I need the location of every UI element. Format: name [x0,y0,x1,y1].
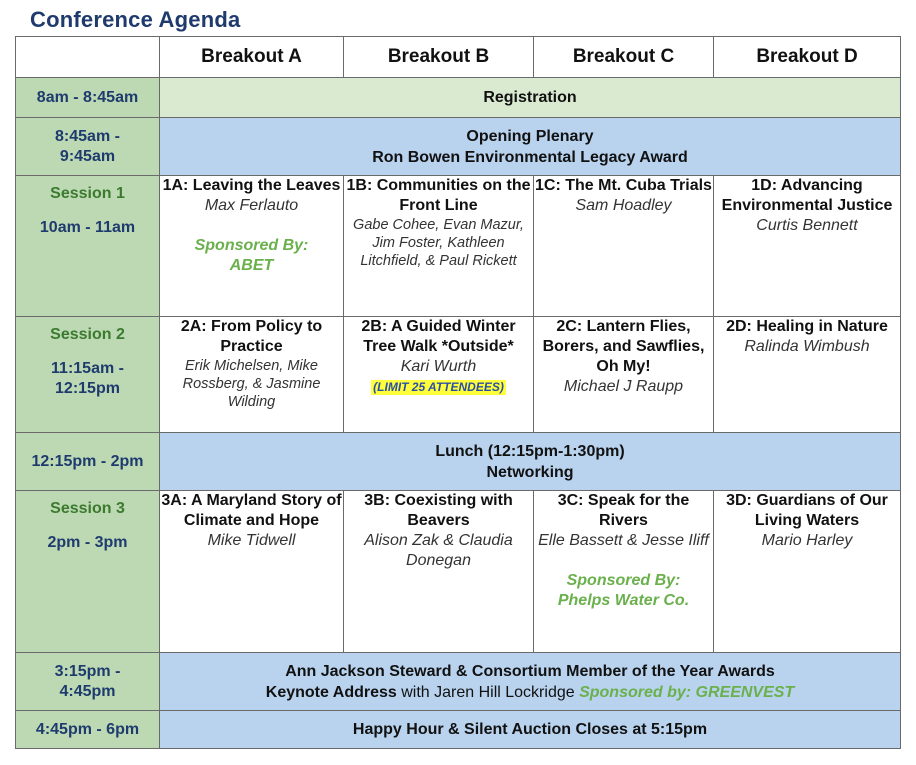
plenary-time-start: 8:45am - [55,127,120,145]
plenary-cell [160,118,901,176]
plenary-time-end: 9:45am [59,147,116,165]
session-title: 3B: Coexisting with Beavers [364,492,513,529]
sponsor-name: ABET [229,257,274,274]
awards-row [16,653,901,711]
registration-row [16,78,901,118]
registration-label: Registration [160,78,901,118]
session3-label: Session 3 [50,500,125,517]
session1-label: Session 1 [50,185,125,202]
lunch-cell [160,433,901,491]
session2-time [16,317,160,433]
happy-hour-label: Happy Hour & Silent Auction Closes at 5:15pm [160,711,901,749]
session-title: 2D: Healing in Nature [726,318,888,335]
session-title: 3D: Guardians of Our Living Waters [726,492,888,529]
session-2c [534,317,714,433]
speaker: Gabe Cohee, Evan Mazur, Jim Foster, Kathleen Litchfield, & Paul Rickett [353,217,524,269]
agenda-table [15,36,901,749]
session-1d [714,176,901,317]
session-3d [714,491,901,653]
awards-cell [160,653,901,711]
happy-hour-row [16,711,901,749]
registration-time: 8am - 8:45am [16,78,160,118]
plenary-row [16,118,901,176]
session-title: 1A: Leaving the Leaves [162,177,341,194]
header-row [16,37,901,78]
session-2b [344,317,534,433]
sponsor-label: Sponsored By: [566,572,681,589]
plenary-title: Opening Plenary [466,127,594,145]
session3-time-range: 2pm - 3pm [47,534,128,551]
session-2d [714,317,901,433]
session-2a [160,317,344,433]
session-title: 2A: From Policy to Practice [180,318,323,355]
attendee-limit-badge: (LIMIT 25 ATTENDEES) [373,380,504,394]
lunch-time: 12:15pm - 2pm [16,433,160,491]
awards-title: Ann Jackson Steward & Consortium Member of the Year Awards [285,662,775,680]
header-breakout-a: Breakout A [160,37,344,78]
sponsor [160,236,343,276]
session-title: 3C: Speak for the Rivers [557,492,690,529]
keynote-speaker: with Jaren Hill Lockridge [396,683,580,701]
awards-time-end: 4:45pm [59,682,116,700]
sponsor-name: Phelps Water Co. [557,592,690,609]
speaker: Kari Wurth [400,358,477,375]
session3-row [16,491,901,653]
session-3c [534,491,714,653]
speaker: Alison Zak & Claudia Donegan [364,532,513,569]
sponsor-label: Sponsored By: [194,237,309,254]
plenary-time [16,118,160,176]
page-title: Conference Agenda [30,7,241,32]
speaker: Michael J Raupp [563,378,684,395]
corner-cell [16,37,160,78]
speaker: Erik Michelsen, Mike Rossberg, & Jasmine Wilding [182,358,321,410]
plenary-award: Ron Bowen Environmental Legacy Award [372,148,688,166]
session2-time-end: 12:15pm [55,380,120,397]
lunch-title: Lunch (12:15pm-1:30pm) [435,442,625,460]
session2-label: Session 2 [50,326,125,343]
session-title: 2C: Lantern Flies, Borers, and Sawflies, Oh My! [542,318,705,375]
speaker: Max Ferlauto [204,197,299,214]
session-3a [160,491,344,653]
awards-time [16,653,160,711]
session2-time-start: 11:15am - [51,360,124,377]
session-3b [344,491,534,653]
speaker: Mike Tidwell [207,532,296,549]
session-title: 1C: The Mt. Cuba Trials [535,177,712,194]
session-1b [344,176,534,317]
speaker: Curtis Bennett [756,217,858,234]
header-breakout-d: Breakout D [714,37,901,78]
keynote-sponsor: Sponsored by: GREENVEST [579,683,795,701]
happy-hour-time: 4:45pm - 6pm [16,711,160,749]
session1-time [16,176,160,317]
session3-time [16,491,160,653]
networking-label: Networking [486,463,574,481]
sponsor [534,571,713,611]
speaker: Elle Bassett & Jesse Iliff [538,532,709,549]
session-title: 1D: Advancing Environmental Justice [721,177,893,214]
session-1a [160,176,344,317]
session2-row [16,317,901,433]
keynote-label: Keynote Address [265,683,397,701]
speaker: Sam Hoadley [575,197,672,214]
header-breakout-c: Breakout C [534,37,714,78]
speaker: Mario Harley [761,532,853,549]
session1-row [16,176,901,317]
awards-time-start: 3:15pm - [54,662,121,680]
session1-time-range: 10am - 11am [39,219,136,236]
header-breakout-b: Breakout B [344,37,534,78]
speaker: Ralinda Wimbush [744,338,870,355]
lunch-row [16,433,901,491]
session-title: 1B: Communities on the Front Line [346,177,531,214]
session-title: 3A: A Maryland Story of Climate and Hope [161,492,342,529]
session-title: 2B: A Guided Winter Tree Walk *Outside* [361,318,516,355]
session-1c [534,176,714,317]
